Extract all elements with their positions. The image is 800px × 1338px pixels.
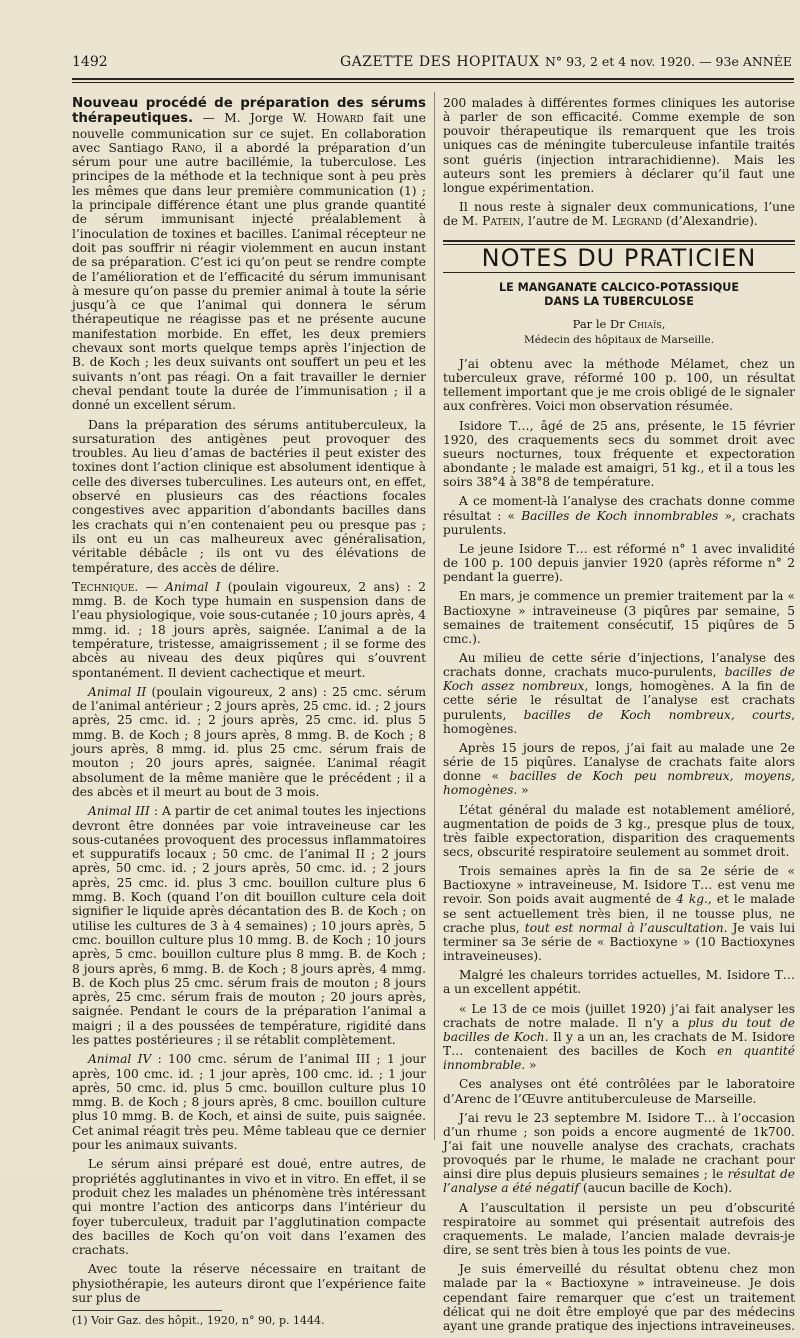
- person-name: Patein: [482, 214, 521, 229]
- article-paragraph: Dans la préparation des sérums antituberculeux, la sursaturation des antigènes peut provoquer des troubles. Au lieu d’amas de bactéries il peut exister des toxines dont l’action clinique est absolument identique à celle des diverses tuberculines. Les auteurs ont, en effet, observé en plusieurs cas des réactions focales congestives avec apparition d’abondants bacilles dans les crachats qui n’en contenaient peu ou presque pas ; ils ont eu un cas malheureux avec généralisation, véritable débâcle ; ils ont vu des élévations de température, des accès de délire.: [72, 417, 426, 575]
- footnote: (1) Voir Gaz. des hôpit., 1920, n° 90, p. 1444.: [72, 1314, 325, 1328]
- section-rule: [443, 240, 795, 242]
- collaborator-name: Rano: [171, 140, 203, 155]
- journal-title: GAZETTE DES HOPITAUX: [340, 54, 540, 70]
- article-paragraph: Le jeune Isidore T… est réformé n° 1 avec invalidité de 100 p. 100 depuis janvier 1920 (après réforme n° 2 pendant la guerre).: [443, 541, 795, 585]
- issue-info: N° 93, 2 et 4 nov. 1920. — 93e ANNÉE: [544, 54, 792, 69]
- article-paragraph: Trois semaines après la fin de sa 2e série de « Bactioxyne » intraveineuse, M. Isidore T… est venu me revoir. Son poids avait augmenté de 4 kg., et le malade se sent actuellement très bien, il ne tousse plus, ne crache plus, tout est normal à l’auscultation. Je vais lui terminer sa 3e série de « Bactioxyne » (10 Bactioxynes intraveineuses).: [443, 864, 796, 964]
- article-paragraph: Malgré les chaleurs torrides actuelles, M. Isidore T… a un excellent appétit.: [443, 968, 795, 997]
- article-paragraph: Il nous reste à signaler deux communications, l’une de M. Patein, l’autre de M. Legrand (d’Alexandrie).: [443, 200, 795, 229]
- article-paragraph: Le sérum ainsi préparé est doué, entre autres, de propriétés agglutinantes in vivo et in vitro. En effet, il se produit chez les malades un phénomène très intéressant qui montre l’action des anticorps dans l’intérieur du foyer tuberculeux, traduit par l’agglutination compacte des bacilles de Koch qu’on voit dans l’examen des crachats.: [72, 1157, 426, 1258]
- animal-label: Animal II: [88, 684, 147, 699]
- footnote-rule: [72, 1310, 222, 1311]
- article-paragraph: Isidore T…, âgé de 25 ans, présente, le 15 février 1920, des craquements secs du sommet droit avec sueurs nocturnes, toux fréquente et expectoration abondante ; le malade est amaigri, 51 kg., et il a tous les soirs 38°4 à 38°8 de température.: [443, 418, 795, 490]
- page-number: 1492: [72, 54, 108, 70]
- article-paragraph: Animal IV : 100 cmc. sérum de l’animal III ; 1 jour après, 100 cmc. id. ; 1 jour après, 100 cmc. id. ; 1 jour après, 50 cmc. id. plus 5 cmc. bouillon culture plus 10 mmg. B. de Koch ; 8 jours après, 8 cmc. bouillon culture plus 10 mmg. B. de Koch, et ainsi de suite, puis saignée. Cet animal réagit très peu. Même tableau que ce dernier pour les animaux suivants.: [72, 1052, 426, 1153]
- article-paragraph: J’ai revu le 23 septembre M. Isidore T… à l’occasion d’un rhume ; son poids a encore augmenté de 1k700. J’ai fait une nouvelle analyse des crachats, crachats provoqués par le rhume, le malade ne crachant pour ainsi dire plus depuis plusieurs semaines ; le résultat de l’analyse a été négatif (aucun bacille de Koch).: [443, 1110, 795, 1196]
- article-paragraph: A ce moment-là l’analyse des crachats donne comme résultat : « Bacilles de Koch innombrables », crachats purulents.: [443, 494, 795, 537]
- author-name: Chiaïs,: [628, 316, 666, 331]
- animal-label: Animal I: [165, 579, 221, 594]
- author-name: Howard: [316, 111, 364, 126]
- header-rule-thin: [72, 82, 794, 83]
- article-paragraph: Après 15 jours de repos, j’ai fait au malade une 2e série de 15 piqûres. L’analyse de crachats faite alors donne « bacilles de Koch peu nombreux, moyens, homogènes. »: [443, 740, 795, 798]
- right-column: [443, 96, 795, 1338]
- article-paragraph: Nouveau procédé de préparation des sérums thérapeutiques. — M. Jorge W. Howard fait une nouvelle communication sur ce sujet. En collaboration avec Santiago Rano, il a abordé la préparation d’un sérum pour une autre bacillémie, la tuberculose. Les principes de la méthode et la technique sont à peu près les mêmes que dans leur première communication (1) ; la principale différence étant une plus grande quantité de sérum immunisant injecté préalablement à l’inoculation de toxines et bacilles. L’animal récepteur ne doit pas souffrir ni réagir violemment en aucun instant de sa préparation. C’est ici qu’on peut se rendre compte de l’amélioration et de l’efficacité du sérum immunisant à mesure qu’on passe du premier animal à toute la série jusqu’à ce que l’animal qui donnera le sérum thérapeutique ne réagisse pas et ne présente aucune manifestation morbide. En effet, les deux premiers chevaux sont morts quelque temps après l’injection de B. de Koch ; les deux suivants ont souffert un peu et les suivants n’ont pas réagi. On a fait travailler le dernier cheval pendant toute la durée de l’immunisation ; il a donné un excellent sérum.: [72, 96, 426, 413]
- animal-label: Animal III: [88, 804, 150, 819]
- column-divider: [434, 92, 435, 1140]
- article-title: Nouveau procédé de préparation des sérums thérapeutiques.: [72, 96, 426, 127]
- article-paragraph: L’état général du malade est notablement amélioré, augmentation de poids de 3 kg., presque plus de toux, très faible expectoration, disparition des craquements secs, obscurité respiratoire seulement au sommet droit.: [443, 802, 795, 860]
- header-rule: [72, 78, 794, 80]
- page-header: [72, 54, 796, 74]
- article-paragraph: Au milieu de cette série d’injections, l’analyse des crachats donne, crachats muco-purulents, bacilles de Koch assez nombreux, longs, homogènes. A la fin de cette série le résultat de l’analyse est crachats purulents, bacilles de Koch nombreux, courts, homogènes.: [443, 650, 795, 736]
- article-paragraph: En mars, je commence un premier traitement par la « Bactioxyne » intraveineuse (3 piqûres par semaine, 5 semaines de traitement consécutif, 15 piqûres de 5 cmc.).: [443, 589, 795, 646]
- article-paragraph: Technique. — Animal I (poulain vigoureux, 2 ans) : 2 mmg. B. de Koch type humain en suspension dans de l’eau physiologique, voie sous-cutanée ; 10 jours après, 4 mmg. id. ; 18 jours après, saignée. L’animal a de la température, tristesse, amaigrissement ; il se forme des abcès au niveau des deux piqûres qui s’ouvrent spontanément. Il devient cachectique et meurt.: [72, 579, 427, 680]
- article-title: LE MANGANATE CALCICO-POTASSIQUE DANS LA TUBERCULOSE: [498, 280, 740, 308]
- article-paragraph: Avec toute la réserve nécessaire en traitant de physiothérapie, les auteurs diront que l’expérience faite sur plus de: [72, 1262, 426, 1306]
- article-paragraph: Je suis émerveillé du résultat obtenu chez mon malade par la « Bactioxyne » intraveineuse. Je dois cependant faire remarquer que c’est un traitement délicat qui ne doit être employé que par des médecins ayant une grande pratique des injections intraveineuses.: [443, 1262, 795, 1333]
- left-column: [72, 96, 426, 1334]
- article-paragraph: « Le 13 de ce mois (juillet 1920) j’ai fait analyser les crachats de notre malade. Il n’y a plus du tout de bacilles de Koch. Il y a un an, les crachats de M. Isidore T… contenaient des bacilles de Koch en quantité innombrable. »: [443, 1001, 795, 1073]
- person-name: Legrand: [611, 214, 663, 229]
- article-paragraph: J’ai obtenu avec la méthode Mélamet, chez un tuberculeux grave, réformé 100 p. 100, un résultat tellement important que je me crois obligé de le signaler aux confrères. Voici mon observation résumée.: [443, 357, 795, 414]
- byline: Par le Dr Chiaïs,: [572, 316, 666, 331]
- author-affiliation: Médecin des hôpitaux de Marseille.: [523, 333, 715, 346]
- section-title: NOTES DU PRATICIEN: [481, 244, 757, 273]
- article-paragraph: Animal II (poulain vigoureux, 2 ans) : 25 cmc. sérum de l’animal antérieur ; 2 jours après, 25 cmc. id. ; 2 jours après, 25 cmc. id. ; 2 jours après, 25 cmc. id. plus 5 mmg. B. de Koch ; 8 jours après, 8 mmg. B. de Koch ; 8 jours après, 8 mmg. id. plus 25 cmc. sérum frais de mouton ; 20 jours après, saignée. L’animal réagit absolument de la même manière que le précédent ; il a des abcès et il meurt au bout de 3 mois.: [72, 684, 427, 799]
- technique-label: Technique.: [72, 579, 139, 594]
- article-paragraph: Ces analyses ont été contrôlées par le laboratoire d’Arenc de l’Œuvre antituberculeuse de Marseille.: [443, 1077, 795, 1106]
- article-paragraph: 200 malades à différentes formes cliniques les autorise à parler de son efficacité. Comme exemple de son pouvoir thérapeutique ils remarquent que les trois uniques cas de méningite tuberculeuse infantile traités sont guéris (injection intrarachidienne). Mais les auteurs sont les premiers à déclarer qu’il faut une longue expérimentation.: [443, 96, 795, 195]
- animal-label: Animal IV: [88, 1052, 152, 1067]
- article-paragraph: A l’auscultation il persiste un peu d’obscurité respiratoire au sommet qui présentait autrefois des craquements. Le malade, l’ancien malade devrais-je dire, se sent très bien à tous les points de vue.: [443, 1200, 795, 1258]
- article-paragraph: Animal III : A partir de cet animal toutes les injections devront être données par voie intraveineuse car les sous-cutanées provoquent des processus inflammatoires et suppuratifs locaux ; 50 cmc. de l’animal II ; 2 jours après, 50 cmc. id. ; 2 jours après, 50 cmc. id. ; 2 jours après, 25 cmc. id. plus 3 cmc. bouillon culture plus 6 mmg. B. Koch (quand l’on dit bouillon culture cela doit signifier le liquide après décantation des B. de Koch ; on utilise les cultures de 3 à 4 semaines) ; 10 jours après, 5 cmc. bouillon culture plus 10 mmg. B. de Koch ; 10 jours après, 5 cmc. bouillon culture plus 8 mmg. B. de Koch ; 8 jours après, 6 mmg. B. de Koch ; 8 jours après, 4 mmg. B. de Koch plus 25 cmc. sérum frais de mouton ; 8 jours après, 25 cmc. sérum frais de mouton ; 20 jours après, saignée. Pendant le cours de la préparation l’animal a maigri ; il a des poussées de température, rigidité dans les pattes postérieures ; il se rétablit complètement.: [72, 804, 427, 1047]
